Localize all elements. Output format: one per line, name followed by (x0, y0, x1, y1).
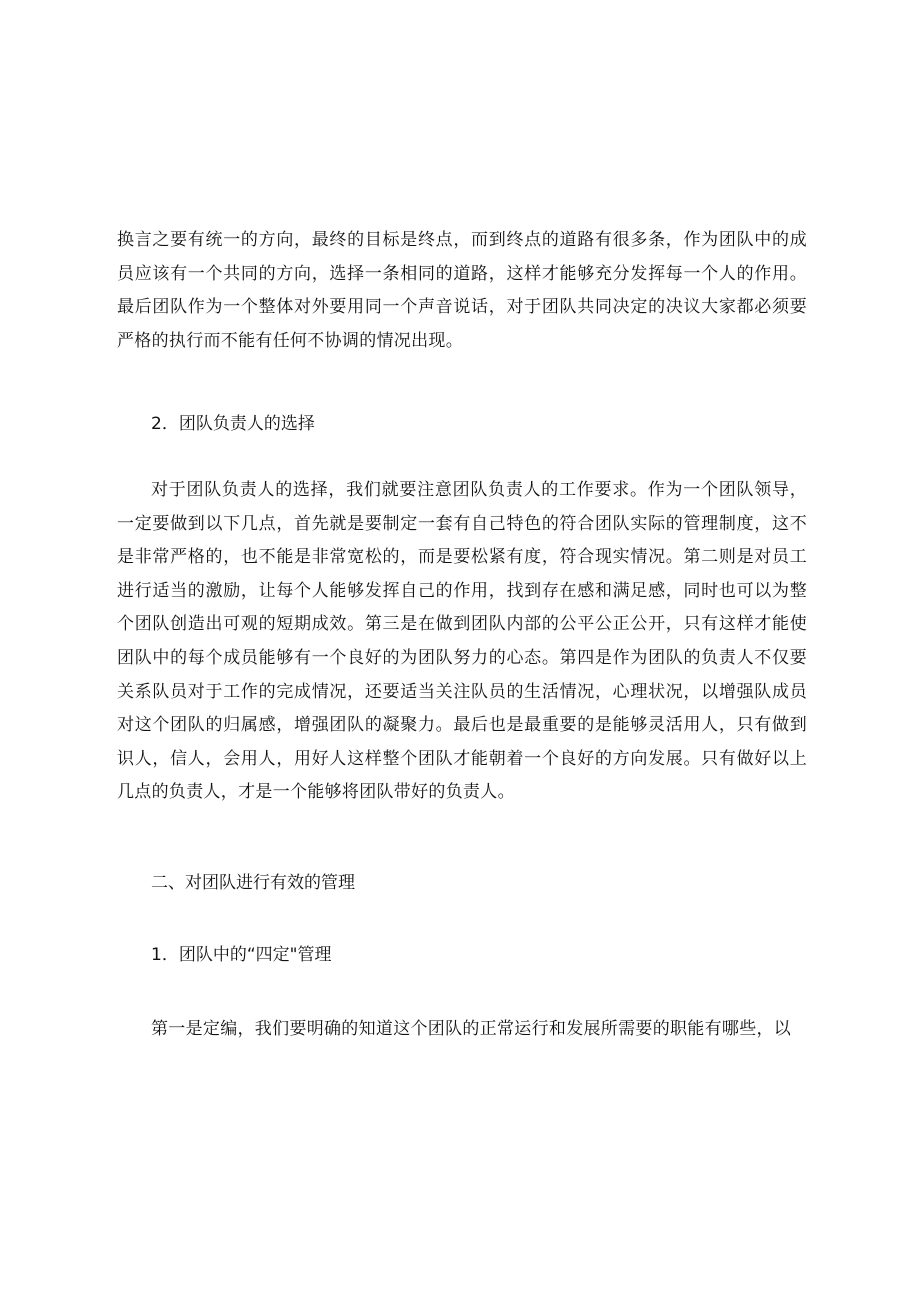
paragraph-direction: 换言之要有统一的方向，最终的目标是终点，而到终点的道路有很多条，作为团队中的成员应该有一个共同的方向，选择一条相同的道路，这样才能够充分发挥每一个人的作用。最后团队作为一个整体对外要用同一个声音说话，对于团队共同决定的决议大家都必须要严格的执行而不能有任何不协调的情况出现。 (117, 230, 807, 351)
paragraph-leader-requirements: 对于团队负责人的选择，我们就要注意团队负责人的工作要求。作为一个团队领导，一定要做到以下几点，首先就是要制定一套有自己特色的符合团队实际的管理制度，这不是非常严格的，也不能是非常宽松的，而是要松紧有度，符合现实情况。第二则是对员工进行适当的激励，让每个人能够发挥自己的作用，找到存在感和满足感，同时也可以为整个团队创造出可观的短期成效。第三是在做到团队内部的公平公正公开，只有这样才能使团队中的每个成员能够有一个良好的为团队努力的心态。第四是作为团队的负责人不仅要关系队员对于工作的完成情况，还要适当关注队员的生活情况，心理状况，以增强队成员对这个团队的归属感，增强团队的凝聚力。最后也是最重要的是能够灵活用人，只有做到识人，信人，会用人，用好人这样整个团队才能朝着一个良好的方向发展。只有做好以上几点的负责人，才是一个能够将团队带好的负责人。 (117, 480, 807, 803)
heading-leader-selection: 2．团队负责人的选择 (151, 414, 315, 434)
paragraph-staffing: 第一是定编，我们要明确的知道这个团队的正常运行和发展所需要的职能有哪些，以 (151, 1019, 792, 1039)
heading-effective-management: 二、对团队进行有效的管理 (151, 873, 355, 893)
heading-four-fixes: 1．团队中的“四定"管理 (151, 945, 332, 965)
